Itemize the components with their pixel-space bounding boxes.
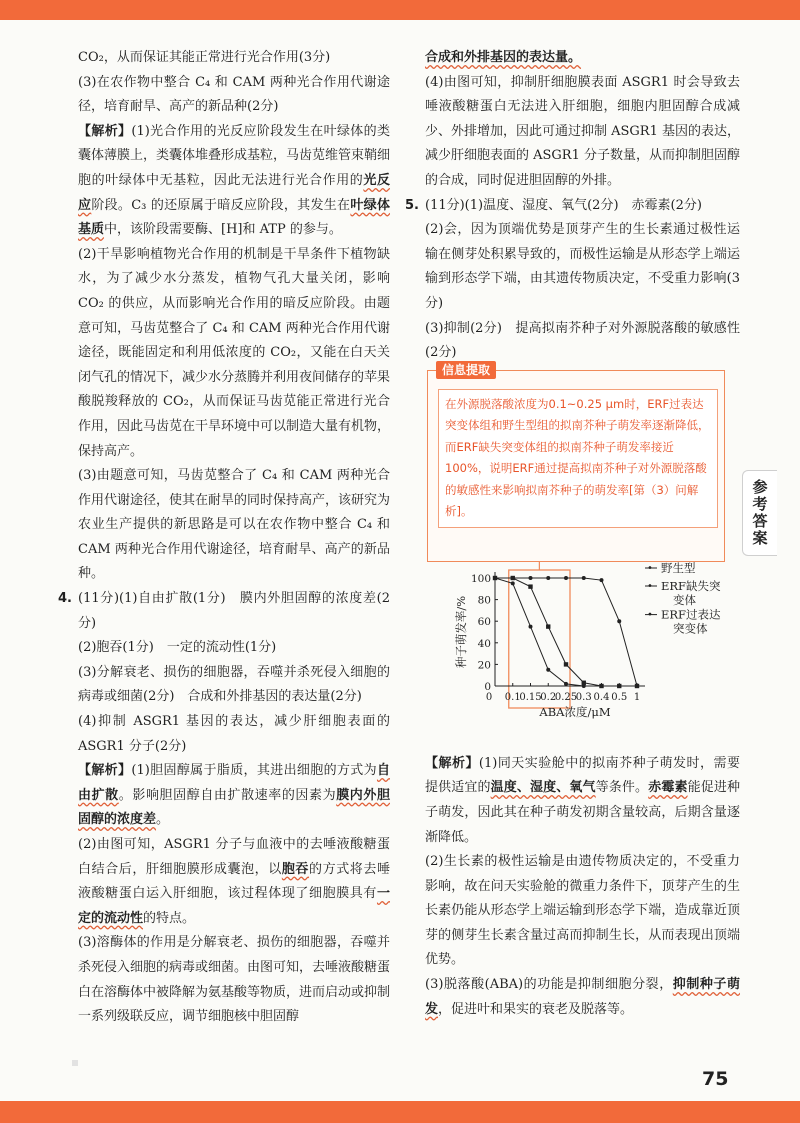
keyword: 一定的流动性 [78,886,390,926]
keyword: 光反应 [78,172,390,213]
chart-point [600,578,604,582]
chart-y-tick-label: 0 [484,680,491,693]
analysis-2: (2)干旱影响植物光合作用的机制是干旱条件下植物缺水，为了减少水分蒸发，植物气孔大量关闭，影响 CO₂ 的供应，从而影响光合作用的暗反应阶段。由题意可知，马齿苋整合了 C₄ 和 CAM 两种光合作用代谢途径，既能固定和利用低浓度的 CO₂，又能在白天关闭气孔的情况下，减少水分蒸腾并利用夜间储存的苹果酸脱羧释放的 CO₂，从而保证马齿苋能正常进行光合作用，因此马齿苋在干旱环境中可以制造大量有机物，保持高产。 [78,246,391,459]
answer-4-4: (4)抑制 ASGR1 基因的表达，减少肝细胞表面的 ASGR1 分子(2分) [78,714,390,754]
chart-x-tick-label: 0.4 [593,691,610,703]
keyword: 温度、湿度、氧气 [490,780,596,796]
chart-y-tick-label: 40 [477,637,491,650]
chart-x-tick-label: 0.1 [504,691,521,703]
chart-x-tick-label: 0.15 [519,691,542,703]
chart-legend-entry: 变体 [673,592,696,607]
chart-point [635,684,639,688]
question-number: 4. [58,591,72,607]
analysis-label: 【解析】 [78,123,132,139]
top-color-band [0,0,800,20]
keyword: 膜内外胆固醇的浓度差 [78,787,390,828]
chart-legend-marker: • [647,609,653,621]
analysis-text: 等条件。 [595,780,649,796]
chart-point [511,581,515,585]
chart-point [564,662,568,666]
chart-x-tick-label: 0.25 [554,691,578,703]
chart-series-line [495,578,637,686]
chart-point [493,576,497,580]
analysis-text: (1)同天实验舱中的拟南芥种子萌发时，需要提供适宜的 [425,755,740,796]
question-number: 5. [405,197,419,213]
keyword: 赤霉素 [648,780,688,796]
chart-point [546,668,550,672]
info-extraction-box [427,362,725,562]
analysis-3: (3)由题意可知，马齿苋整合了 C₄ 和 CAM 两种光合作用代谢途径，使其在耐旱的同时保持高产，该研究为农业生产提供的新思路是可以在农作物中整合 C₄ 和 CAM 两种光合作用代谢途径，培育耐旱、高产的新品种。 [78,468,391,582]
chart-y-tick-label: 20 [477,659,491,672]
answer-4-2: (2)胞吞(1分) 一定的流动性(1分) [78,640,277,656]
germination-chart [425,562,725,752]
analysis-text: 能促进种子萌发，因此其在种子萌发初期含量较高，后期含量逐渐降低。 [425,780,740,845]
analysis-1 [78,120,390,243]
answer-5-2: (2)会，因为顶端优势是顶芽产生的生长素通过极性运输在侧芽处积累导致的，而极性运输是从形态学上端运输到形态学下端，由其遗传物质决定，不受重力影响(3分) [425,222,740,311]
chart-y-tick-label: 100 [470,572,491,585]
answer-5-1: (11分)(1)温度、湿度、氧气(2分) 赤霉素(2分) [425,197,702,213]
keyword: 叶绿体基质 [78,197,390,238]
text-line: CO₂，从而保证其能正常进行光合作用(3分) [78,50,331,65]
analysis-label: 【解析】 [425,755,479,771]
chart-highlight-box [509,570,570,708]
answer-5-3: (3)抑制(2分) 提高拟南芥种子对外源脱落酸的敏感性(2分) [425,320,740,361]
chart-x-tick-label: 0.5 [611,691,628,703]
page-number: 75 [702,1068,729,1090]
chart-point [600,684,604,688]
chart-point [617,684,621,688]
chart-point [511,576,515,580]
analysis-4-1 [78,759,390,833]
chart-legend-entry: ERF缺失突 [661,578,721,593]
chart-point [582,684,586,688]
analysis-text: (1)光合作用的光反应阶段发生在叶绿体的类囊体薄膜上，类囊体堆叠形成基粒，马齿苋维管束鞘细胞的叶绿体中无基粒，因此无法进行光合作用的 [78,123,391,188]
analysis-text: 的特点。 [143,910,196,926]
keyword: 自由扩散 [78,763,390,803]
chart-point [529,576,533,580]
info-text: 在外源脱落酸浓度为0.1~0.25 μm时，ERF过表达突变体组和野生型组的拟南芥种子萌发率逐渐降低，而ERF缺失突变体组的拟南芥种子萌发率接近100%，说明ERF通过提高拟南芥种子对外源脱落酸的敏感性来影响拟南芥种子的萌发率[第（3）问解析]。 [438,389,718,528]
analysis-4-4: (4)由图可知，抑制肝细胞膜表面 ASGR1 时会导致去唾液酸糖蛋白无法进入肝细胞，细胞内胆固醇合成减少、外排增加，因此可通过抑制 ASGR1 基因的表达，减少肝细胞表面的 ASGR1 分子数量，从而抑制胆固醇的合成，同时促进胆固醇的外排。 [425,74,741,188]
chart-point [617,619,621,623]
chart-point [564,682,568,686]
chart-legend-entry: ERF过表达 [661,607,721,622]
side-tab[interactable] [742,470,777,556]
keyword: 胞吞 [281,861,310,877]
analysis-text: ，促进叶和果实的衰老及脱落等。 [438,1001,634,1017]
analysis-4-3: (3)溶酶体的作用是分解衰老、损伤的细胞器，吞噬并杀死侵入细胞的病毒或细菌。由图可知，去唾液酸糖蛋白在溶酶体中被降解为氨基酸等物质，进而启动或抑制一系列级联反应，调节细胞核中胆固醇 [78,935,391,1025]
chart-point [528,584,532,588]
analysis-label: 【解析】 [78,763,132,779]
page-corner-mark [72,1060,78,1066]
analysis-text: (1)胆固醇属于脂质，其进出细胞的方式为 [131,763,377,779]
question-4 [58,587,390,636]
chart-x-axis-label: ABA浓度/μM [539,704,611,719]
bottom-color-band [0,1101,800,1123]
question-5 [405,194,740,219]
chart-legend-entry: 突变体 [673,621,708,636]
keyword: 抑制种子萌发 [425,977,740,1017]
analysis-4-2 [78,833,390,931]
chart-point [546,576,550,580]
analysis-text: 。影响胆固醇自由扩散速率的因素为 [118,787,337,803]
chart-y-tick-label: 60 [477,615,491,628]
analysis-text: 的方式将去唾液酸糖蛋白运入肝细胞，该过程体现了细胞膜具有 [78,861,390,902]
chart-series-line [495,578,637,686]
analysis-text: 阶段。C₃ 的还原属于暗反应阶段，其发生在 [91,197,351,213]
chart-x-tick-label: 0 [485,691,493,703]
chart-x-tick-label: 0.2 [540,691,557,703]
answer-4-3: (3)分解衰老、损伤的细胞器，吞噬并杀死侵入细胞的病毒或细菌(2分) 合成和外排基因的表达量(2分) [78,664,390,705]
keyword: 合成和外排基因的表达量。 [425,50,582,65]
chart-point [582,576,586,580]
answer-4-1: (11分)(1)自由扩散(1分) 膜内外胆固醇的浓度差(2分) [78,591,390,631]
analysis-text: (3)脱落酸(ABA)的功能是抑制细胞分裂， [425,977,673,993]
chart-point [529,624,533,628]
chart-point [564,576,568,580]
chart-y-axis-label: 种子萌发率/% [454,595,468,668]
info-label: 信息提取 [436,361,496,379]
left-column [58,46,391,1030]
right-column [405,46,741,1022]
chart-x-tick-label: 1 [633,691,641,703]
analysis-5-2: (2)生长素的极性运输是由遗传物质决定的，不受重力影响，故在问天实验舱的微重力条件下，顶芽产生的生长素仍能从形态学上端运输到形态学下端，造成靠近顶芽的侧芽生长素含量过高而抑制生长，从而表现出顶端优势。 [425,854,740,968]
analysis-text: (2)由图可知，ASGR1 分子与血液中的去唾液酸糖蛋白结合后，肝细胞膜形成囊泡，以 [78,837,390,877]
chart-svg [425,562,725,752]
chart-x-tick-label: 0.3 [575,691,592,703]
side-tab-label: 参考答案 [750,479,769,547]
answer-3: (3)在农作物中整合 C₄ 和 CAM 两种光合作用代谢途径，培育耐旱、高产的新品种(2分) [78,74,390,115]
analysis-text: 中，该阶段需要酶、[H]和 ATP 的参与。 [104,222,342,238]
chart-series-line [495,578,637,686]
chart-point [546,624,550,628]
chart-legend-marker: • [647,562,653,574]
analysis-text: 。 [156,812,170,828]
analysis-5-3 [425,973,740,1022]
chart-y-tick-label: 80 [477,594,491,607]
analysis-5-1 [425,752,740,850]
chart-legend-entry: 野生型 [661,561,696,575]
chart-legend-marker: • [647,580,653,592]
